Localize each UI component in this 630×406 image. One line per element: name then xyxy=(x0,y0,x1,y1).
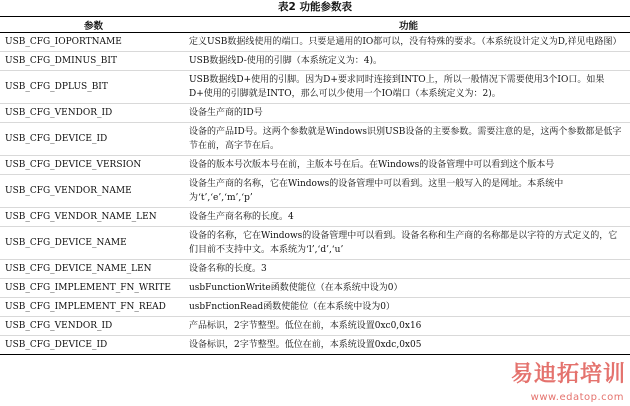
table-row xyxy=(0,336,630,355)
function-cell: 设备生产商名称的长度。4 xyxy=(187,208,630,227)
table-caption: 表2 功能参数表 xyxy=(278,1,352,13)
param-cell: USB_CFG_DEVICE_VERSION xyxy=(0,156,187,175)
param-cell: USB_CFG_IOPORTNAME xyxy=(0,33,187,52)
param-cell: USB_CFG_VENDOR_NAME_LEN xyxy=(0,208,187,227)
function-cell: 设备生产商的名称，它在Windows的设备管理中可以看到。这里一般写入的是网址。本系统中为‘t’,‘e’,‘m’,‘p’ xyxy=(187,175,630,208)
param-cell: USB_CFG_VENDOR_NAME xyxy=(0,175,187,208)
parameter-table xyxy=(0,16,630,355)
function-cell: 产品标识，2字节整型。低位在前，本系统设置0xc0,0x16 xyxy=(187,317,630,336)
param-cell: USB_CFG_DEVICE_ID xyxy=(0,336,187,355)
table-row xyxy=(0,71,630,104)
param-cell: USB_CFG_VENDOR_ID xyxy=(0,104,187,123)
watermark-logo: 易迪拓培训 xyxy=(510,362,626,387)
param-cell: USB_CFG_DEVICE_ID xyxy=(0,123,187,156)
header-param: 参数 xyxy=(0,17,187,33)
param-cell: USB_CFG_DEVICE_NAME xyxy=(0,227,187,260)
function-cell: 定义USB数据线使用的端口。只要是通用的IO都可以，没有特殊的要求。（本系统设计定义为D,祥见电路图） xyxy=(187,33,630,52)
table-row xyxy=(0,260,630,279)
table-row xyxy=(0,156,630,175)
param-cell: USB_CFG_DPLUS_BIT xyxy=(0,71,187,104)
function-cell: 设备的产品ID号。这两个参数就是Windows识别USB设备的主要参数。需要注意的是，这两个参数都是低字节在前，高字节在后。 xyxy=(187,123,630,156)
table-row xyxy=(0,298,630,317)
table-header-row xyxy=(0,17,630,33)
param-cell: USB_CFG_IMPLEMENT_FN_READ xyxy=(0,298,187,317)
param-cell: USB_CFG_IMPLEMENT_FN_WRITE xyxy=(0,279,187,298)
param-cell: USB_CFG_DMINUS_BIT xyxy=(0,52,187,71)
table-row xyxy=(0,208,630,227)
table-row xyxy=(0,227,630,260)
function-cell: 设备名称的长度。3 xyxy=(187,260,630,279)
function-cell: 设备标识，2字节整型。低位在前，本系统设置0xdc,0x05 xyxy=(187,336,630,355)
function-cell: USB数据线D-使用的引脚（本系统定义为：4)。 xyxy=(187,52,630,71)
function-cell: 设备的版本号次版本号在前，主版本号在后。在Windows的设备管理中可以看到这个版本号 xyxy=(187,156,630,175)
function-cell: 设备的名称，它在Windows的设备管理中可以看到。设备名称和生产商的名称都是以字符的方式定义的，它们目前不支持中文。本系统为‘l’,‘d’,‘u’ xyxy=(187,227,630,260)
table-row xyxy=(0,52,630,71)
table-row xyxy=(0,123,630,156)
function-cell: 设备生产商的ID号 xyxy=(187,104,630,123)
header-function: 功能 xyxy=(187,17,630,33)
param-cell: USB_CFG_VENDOR_ID xyxy=(0,317,187,336)
function-cell: usbFunctionWrite函数使能位（在本系统中设为0） xyxy=(187,279,630,298)
function-cell: USB数据线D+使用的引脚。因为D+要求同时连接到INTO上，所以一般情况下需要使用3个IO口。如果D+使用的引脚就是INTO，那么可以少使用一个IO端口（本系统定义为：2)。 xyxy=(187,71,630,104)
table-row xyxy=(0,33,630,52)
table-row xyxy=(0,175,630,208)
table-row xyxy=(0,317,630,336)
table-row xyxy=(0,104,630,123)
function-cell: usbFnctionRead函数使能位（在本系统中设为0） xyxy=(187,298,630,317)
param-cell: USB_CFG_DEVICE_NAME_LEN xyxy=(0,260,187,279)
table-row xyxy=(0,279,630,298)
watermark-url: www.edatop.com xyxy=(530,392,624,403)
